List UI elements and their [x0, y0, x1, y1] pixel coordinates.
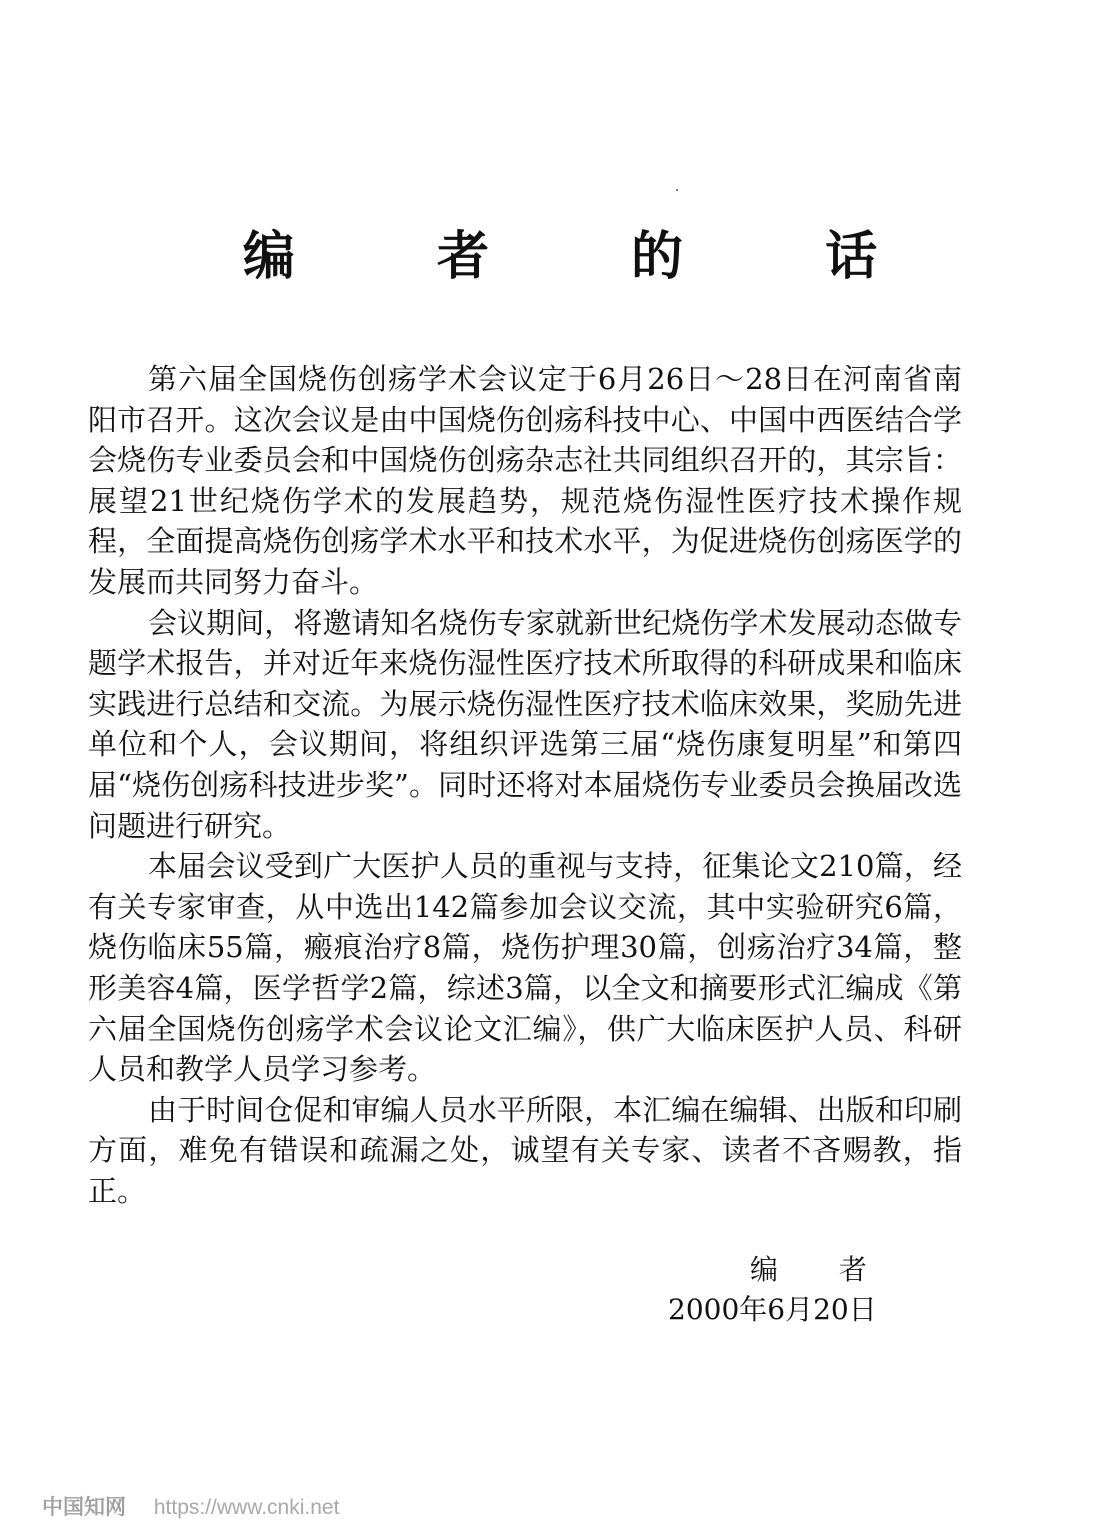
watermark-footer	[42, 1491, 339, 1521]
paragraph-4: 由于时间仓促和审编人员水平所限，本汇编在编辑、出版和印刷方面，难免有错误和疏漏之处，诚望有关专家、读者不吝赐教，指正。	[88, 1092, 962, 1208]
signature-date: 2000年6月20日	[668, 1293, 877, 1326]
scan-speck	[676, 189, 678, 191]
signature: 编 者	[750, 1253, 893, 1286]
paragraph-2: 会议期间，将邀请知名烧伤专家就新世纪烧伤学术发展动态做专题学术报告，并对近年来烧伤湿性医疗技术所取得的科研成果和临床实践进行总结和交流。为展示烧伤湿性医疗技术临床效果，奖励先进单位和个人，会议期间，将组织评选第三届“烧伤康复明星”和第四届“烧伤创疡科技进步奖”。同时还将对本届烧伤专业委员会换届改选问题进行研究。	[88, 605, 962, 843]
paragraph-3: 本届会议受到广大医护人员的重视与支持，征集论文210篇，经有关专家审查，从中选出142篇参加会议交流，其中实验研究6篇，烧伤临床55篇，瘢痕治疗8篇，烧伤护理30篇，创疡治疗34篇，整形美容4篇，医学哲学2篇，综述3篇，以全文和摘要形式汇编成《第六届全国烧伤创疡学术会议论文汇编》，供广大临床医护人员、科研人员和教学人员学习参考。	[88, 849, 962, 1087]
paragraph-1: 第六届全国烧伤创疡学术会议定于6月26日～28日在河南省南阳市召开。这次会议是由中国烧伤创疡科技中心、中国中西医结合学会烧伤专业委员会和中国烧伤创疡杂志社共同组织召开的，其宗旨：展望21世纪烧伤学术的发展趋势，规范烧伤湿性医疗技术操作规程，全面提高烧伤创疡学术水平和技术水平，为促进烧伤创疡医学的发展而共同努力奋斗。	[88, 362, 962, 599]
body-text	[88, 359, 962, 1211]
page-title: 编 者 的 话	[242, 226, 940, 287]
watermark-url: https://www.cnki.net	[153, 1496, 340, 1519]
watermark-brand: 中国知网	[42, 1496, 126, 1519]
